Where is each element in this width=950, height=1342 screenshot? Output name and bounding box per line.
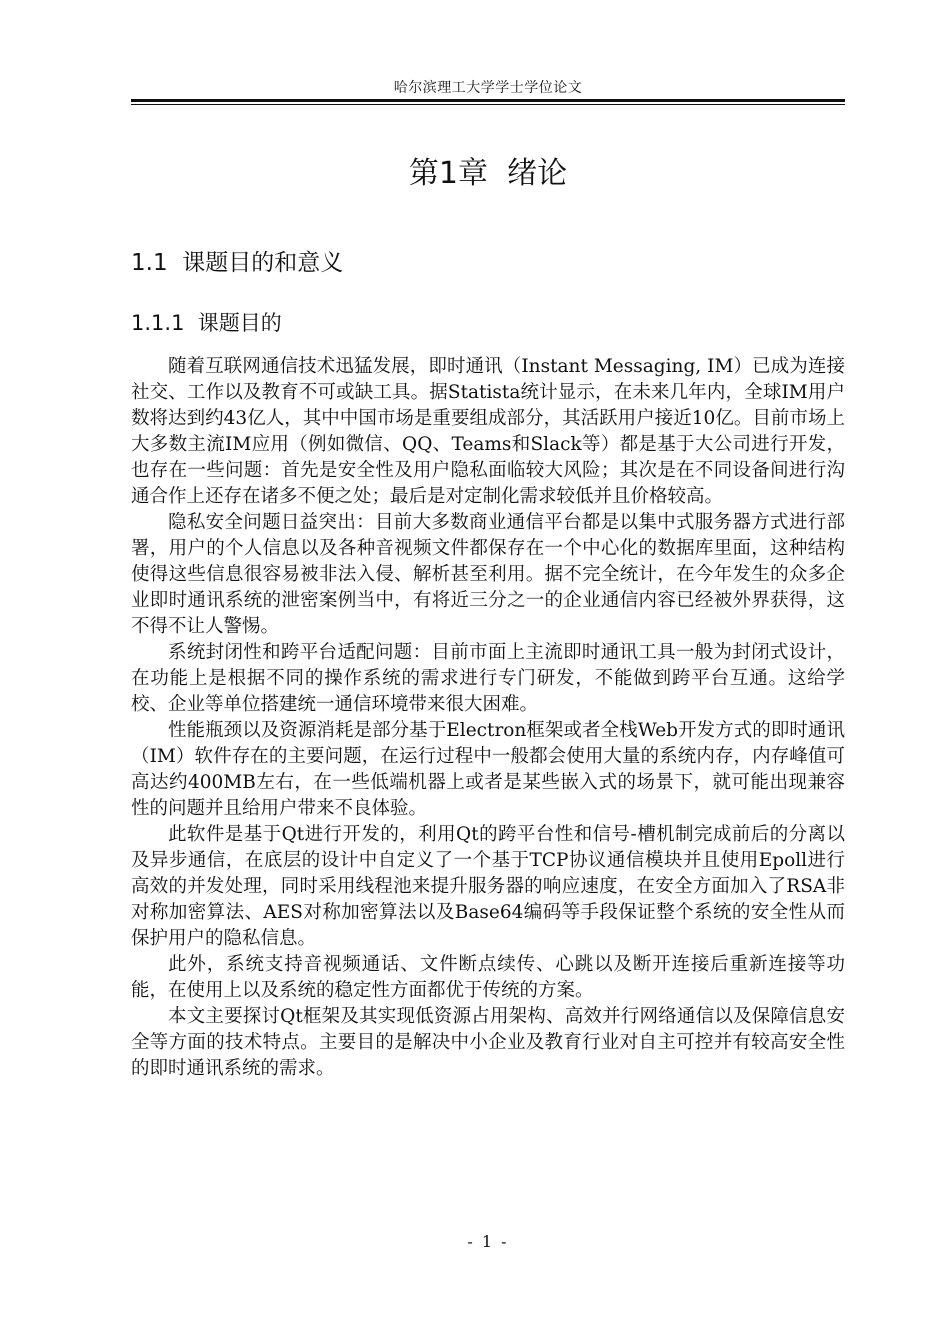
running-header: 哈尔滨理工大学学士学位论文 <box>393 80 583 96</box>
body-text <box>131 354 845 1082</box>
header-rule-thick <box>131 99 845 102</box>
paragraph-4: 性能瓶颈以及资源消耗是部分基于Electron框架或者全栈Web开发方式的即时通讯（IM）软件存在的主要问题，在运行过程中一般都会使用大量的系统内存，内存峰值可高达约400MB左右，在一些低端机器上或者是某些嵌入式的场景下，就可能出现兼容性的问题并且给用户带来不良体验。 <box>131 720 845 819</box>
paragraph-3: 系统封闭性和跨平台适配问题：目前市面上主流即时通讯工具一般为封闭式设计，在功能上是根据不同的操作系统的需求进行专门研发，不能做到跨平台互通。这给学校、企业等单位搭建统一通信环境带来很大困难。 <box>131 642 845 715</box>
paragraph-6: 此外，系统支持音视频通话、文件断点续传、心跳以及断开连接后重新连接等功能，在使用上以及系统的稳定性方面都优于传统的方案。 <box>131 954 845 1001</box>
page-number: - 1 - <box>467 1232 509 1251</box>
header-rule-thin <box>131 104 845 105</box>
section-title: 1.1 课题目的和意义 <box>131 250 344 276</box>
paragraph-7: 本文主要探讨Qt框架及其实现低资源占用架构、高效并行网络通信以及保障信息安全等方面的技术特点。主要目的是解决中小企业及教育行业对自主可控并有较高安全性的即时通讯系统的需求。 <box>131 1006 845 1079</box>
chapter-title: 第1章 绪论 <box>408 156 568 191</box>
paragraph-1: 随着互联网通信技术迅猛发展，即时通讯（Instant Messaging, IM）已成为连接社交、工作以及教育不可或缺工具。据Statista统计显示，在未来几年内，全球IM用户数将达到约43亿人，其中中国市场是重要组成部分，其活跃用户接近10亿。目前市场上大多数主流IM应用（例如微信、QQ、Teams和Slack等）都是基于大公司进行开发，也存在一些问题：首先是安全性及用户隐私面临较大风险；其次是在不同设备间进行沟通合作上还存在诸多不便之处；最后是对定制化需求较低并且价格较高。 <box>131 356 845 507</box>
paragraph-2: 隐私安全问题日益突出：目前大多数商业通信平台都是以集中式服务器方式进行部署，用户的个人信息以及各种音视频文件都保存在一个中心化的数据库里面，这种结构使得这些信息很容易被非法入侵、解析甚至利用。据不完全统计，在今年发生的众多企业即时通讯系统的泄密案例当中，有将近三分之一的企业通信内容已经被外界获得，这不得不让人警惕。 <box>131 512 845 637</box>
subsection-title: 1.1.1 课题目的 <box>131 311 282 335</box>
paragraph-5: 此软件是基于Qt进行开发的，利用Qt的跨平台性和信号-槽机制完成前后的分离以及异步通信，在底层的设计中自定义了一个基于TCP协议通信模块并且使用Epoll进行高效的并发处理，同时采用线程池来提升服务器的响应速度，在安全方面加入了RSA非对称加密算法、AES对称加密算法以及Base64编码等手段保证整个系统的安全性从而保护用户的隐私信息。 <box>131 824 845 949</box>
